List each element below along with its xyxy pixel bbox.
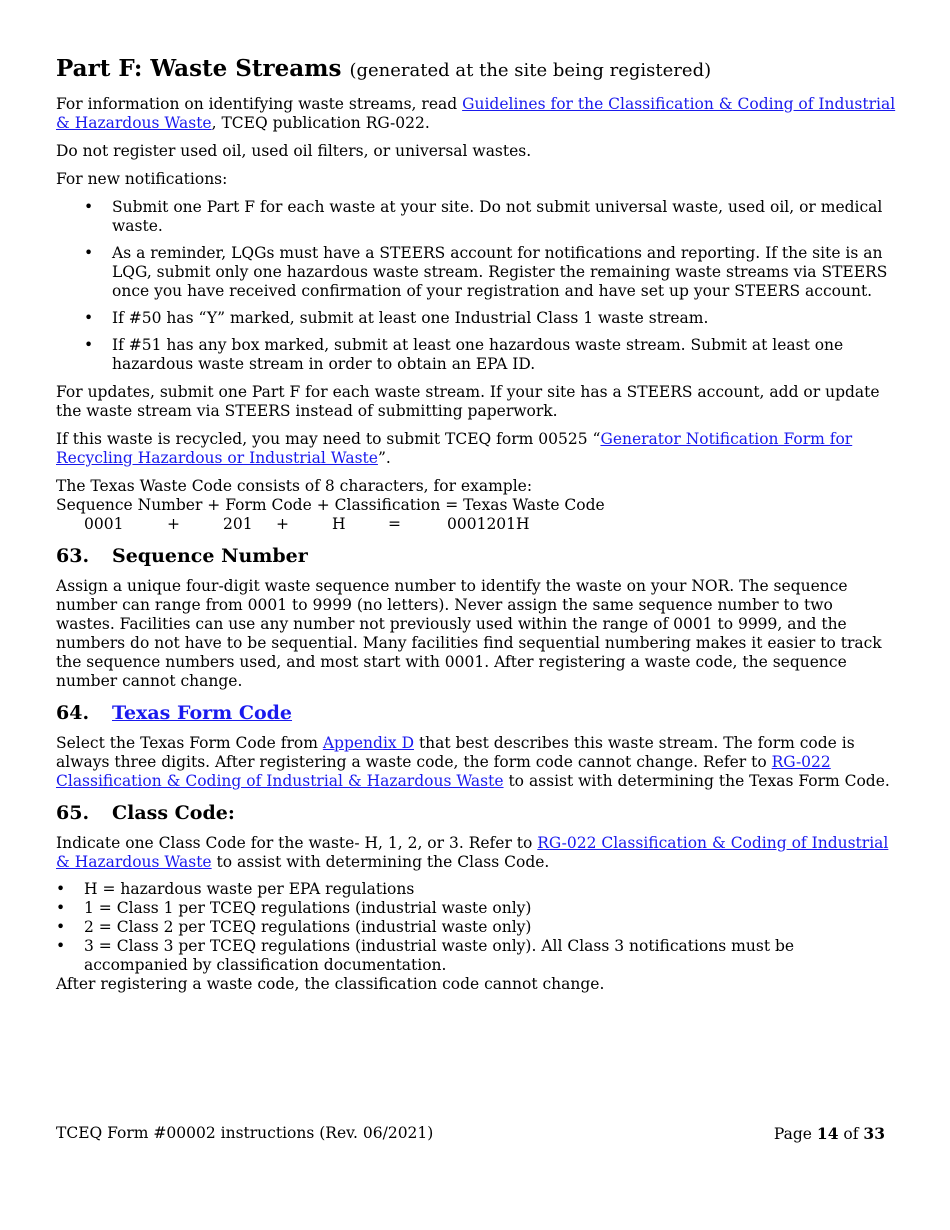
- updates-paragraph: For updates, submit one Part F for each waste stream. If your site has a STEERS account, add or update the waste stream via STEERS instead of submitting paperwork.: [56, 383, 880, 420]
- recycle-text-end: ”.: [377, 449, 391, 467]
- rg022-link[interactable]: RG-022 Classification & Coding of Industrial & Hazardous Waste: [56, 753, 831, 790]
- list-item: • Submit one Part F for each waste at your site. Do not submit universal waste, used oil, or medical waste.: [56, 198, 896, 236]
- section-number: 64.: [56, 702, 90, 724]
- guidelines-link[interactable]: Guidelines for the Classification & Coding of Industrial & Hazardous Waste: [56, 95, 896, 132]
- page-title: [56, 54, 896, 86]
- section-63-body: Assign a unique four-digit waste sequence number to identify the waste on your NOR. The sequence number can range from 0001 to 9999 (no letters). Never assign the same sequence number to two wastes. Facilities can use any number not previously used within the range of 0001 to 9999, and the numbers do not have to be sequential. Many facilities find sequential numbering makes it easier to track the sequence numbers used, and most start with 0001. After registering a waste code, the sequence number cannot change.: [56, 577, 882, 690]
- example-equation: [56, 515, 896, 534]
- list-item: • If #51 has any box marked, submit at least one hazardous waste stream. Submit at least one hazardous waste stream in order to obtain an EPA ID.: [56, 336, 896, 374]
- page-word: Page: [773, 1125, 817, 1143]
- recycle-text: If this waste is recycled, you may need to submit TCEQ form 00525 “: [56, 430, 601, 448]
- footer-form-id: TCEQ Form #00002 instructions (Rev. 06/2021): [56, 1124, 434, 1142]
- example-plus: +: [167, 515, 180, 533]
- s64-text-mid: that best describes this waste stream. The form code is always three digits. After registering a waste code, the form code cannot change. Refer to: [56, 734, 855, 771]
- list-item: • 2 = Class 2 per TCEQ regulations (industrial waste only): [56, 918, 896, 937]
- list-item: • 3 = Class 3 per TCEQ regulations (industrial waste only). All Class 3 notifications must be accompanied by classification documentation.: [56, 937, 896, 975]
- example-sequence: 0001: [84, 515, 124, 533]
- section-63-heading: [56, 543, 896, 569]
- waste-code-example: [56, 477, 896, 534]
- page-number: [774, 1124, 885, 1143]
- section-title: Sequence Number: [112, 545, 308, 567]
- of-word: of: [838, 1125, 864, 1143]
- s65-text: Indicate one Class Code for the waste- H, 1, 2, or 3. Refer to: [56, 834, 538, 852]
- do-not-register-text: Do not register used oil, used oil filters, or universal wastes.: [56, 142, 532, 160]
- new-notifications-label: For new notifications:: [56, 170, 228, 188]
- example-result: 0001201H: [447, 515, 530, 533]
- intro-paragraph: [56, 95, 896, 133]
- s64-text: Select the Texas Form Code from: [56, 734, 323, 752]
- title-main: Part F: Waste Streams: [56, 55, 342, 82]
- example-line-1: The Texas Waste Code consists of 8 characters, for example:: [56, 477, 533, 495]
- example-line-2: Sequence Number + Form Code + Classification = Texas Waste Code: [56, 496, 605, 514]
- class-code-list: [56, 880, 896, 975]
- section-65-body: [56, 834, 896, 872]
- intro-text-end: , TCEQ publication RG-022.: [211, 114, 430, 132]
- appendix-d-link[interactable]: Appendix D: [322, 734, 415, 752]
- example-class: H: [332, 515, 346, 533]
- class-code-note: After registering a waste code, the classification code cannot change.: [56, 975, 605, 993]
- new-notifications-list: [56, 198, 896, 374]
- example-equals: =: [388, 515, 401, 533]
- list-item: • 1 = Class 1 per TCEQ regulations (industrial waste only): [56, 899, 896, 918]
- recycling-form-link[interactable]: Generator Notification Form for Recycling Hazardous or Industrial Waste: [56, 430, 853, 467]
- s64-text-end: to assist with determining the Texas Form Code.: [503, 772, 890, 790]
- list-item: • As a reminder, LQGs must have a STEERS account for notifications and reporting. If the site is an LQG, submit only one hazardous waste stream. Register the remaining waste streams via STEERS once you have received confirmation of your registration and have set up your STEERS account.: [56, 244, 896, 301]
- section-number: 65.: [56, 802, 90, 824]
- document-page: [56, 54, 896, 994]
- list-item: • H = hazardous waste per EPA regulations: [56, 880, 896, 899]
- current-page: 14: [816, 1124, 839, 1143]
- rg022-class-link[interactable]: RG-022 Classification & Coding of Industrial & Hazardous Waste: [56, 834, 889, 871]
- section-64-body: [56, 734, 896, 791]
- section-65-heading: [56, 800, 896, 826]
- texas-form-code-link[interactable]: Texas Form Code: [112, 702, 293, 724]
- section-number: 63.: [56, 545, 90, 567]
- intro-text: For information on identifying waste streams, read: [56, 95, 463, 113]
- page-footer: [56, 1124, 885, 1143]
- section-title: Class Code:: [112, 802, 235, 824]
- example-plus: +: [276, 515, 289, 533]
- title-subtitle: (generated at the site being registered): [349, 60, 712, 81]
- s65-text-end: to assist with determining the Class Code.: [211, 853, 550, 871]
- section-64-heading: [56, 700, 896, 726]
- recycle-paragraph: [56, 430, 896, 468]
- total-pages: 33: [863, 1124, 885, 1143]
- example-form: 201: [223, 515, 253, 533]
- list-item: • If #50 has “Y” marked, submit at least one Industrial Class 1 waste stream.: [56, 309, 896, 328]
